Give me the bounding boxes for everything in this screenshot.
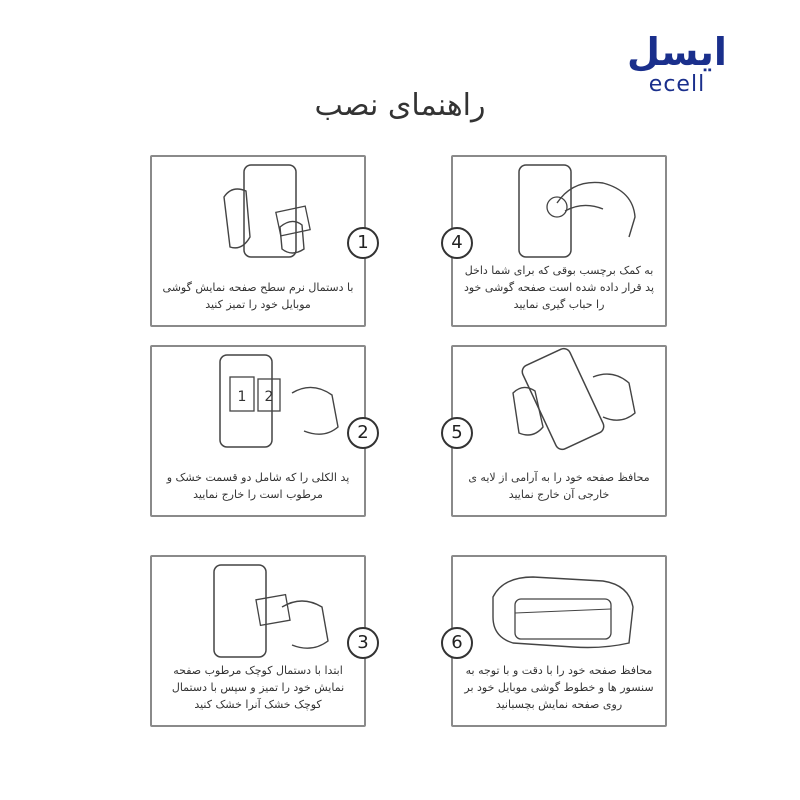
step-card-1 — [150, 155, 369, 327]
step-number-3: 3 — [347, 627, 379, 659]
step-number-6: 6 — [441, 627, 473, 659]
step-number-4: 4 — [441, 227, 473, 259]
step-card-6 — [451, 555, 667, 727]
step-card-3 — [150, 555, 369, 727]
step-number-2: 2 — [347, 417, 379, 449]
step-text-6: محافظ صفحه خود را با دقت و با توجه به سنسور ها و خطوط گوشی موبایل خود بر روی صفحه نمایش بچسبانید — [464, 664, 654, 711]
step-number-1: 1 — [347, 227, 379, 259]
step-card-5 — [451, 345, 667, 517]
step-text-4: به کمک برچسب بوقی که برای شما داخل پد قرار داده شده است صفحه گوشی خود را حباب گیری نمایید — [463, 264, 655, 311]
brand-name-persian: ایسل — [627, 30, 727, 74]
svg-text:1: 1 — [237, 389, 247, 405]
step-text-5: محافظ صفحه خود را به آرامی از لایه ی خارجی آن خارج نمایید — [468, 471, 650, 501]
step-card-2 — [150, 345, 369, 517]
svg-text:2: 2 — [264, 389, 274, 405]
step-card-4 — [451, 155, 667, 327]
step-text-3: ابتدا با دستمال کوچک مرطوب صفحه نمایش خود را تمیز و سپس با دستمال کوچک خشک آنرا خشک کنید — [171, 664, 345, 711]
step-number-5: 5 — [441, 417, 473, 449]
step-text-2: پد الکلی را که شامل دو قسمت خشک و مرطوب است را خارج نمایید — [166, 471, 350, 501]
brand-name-latin: ecell — [648, 72, 706, 97]
step-text-1: با دستمال نرم سطح صفحه نمایش گوشی موبایل خود را تمیز کنید — [162, 281, 354, 311]
page-title: راهنمای نصب — [314, 88, 486, 123]
